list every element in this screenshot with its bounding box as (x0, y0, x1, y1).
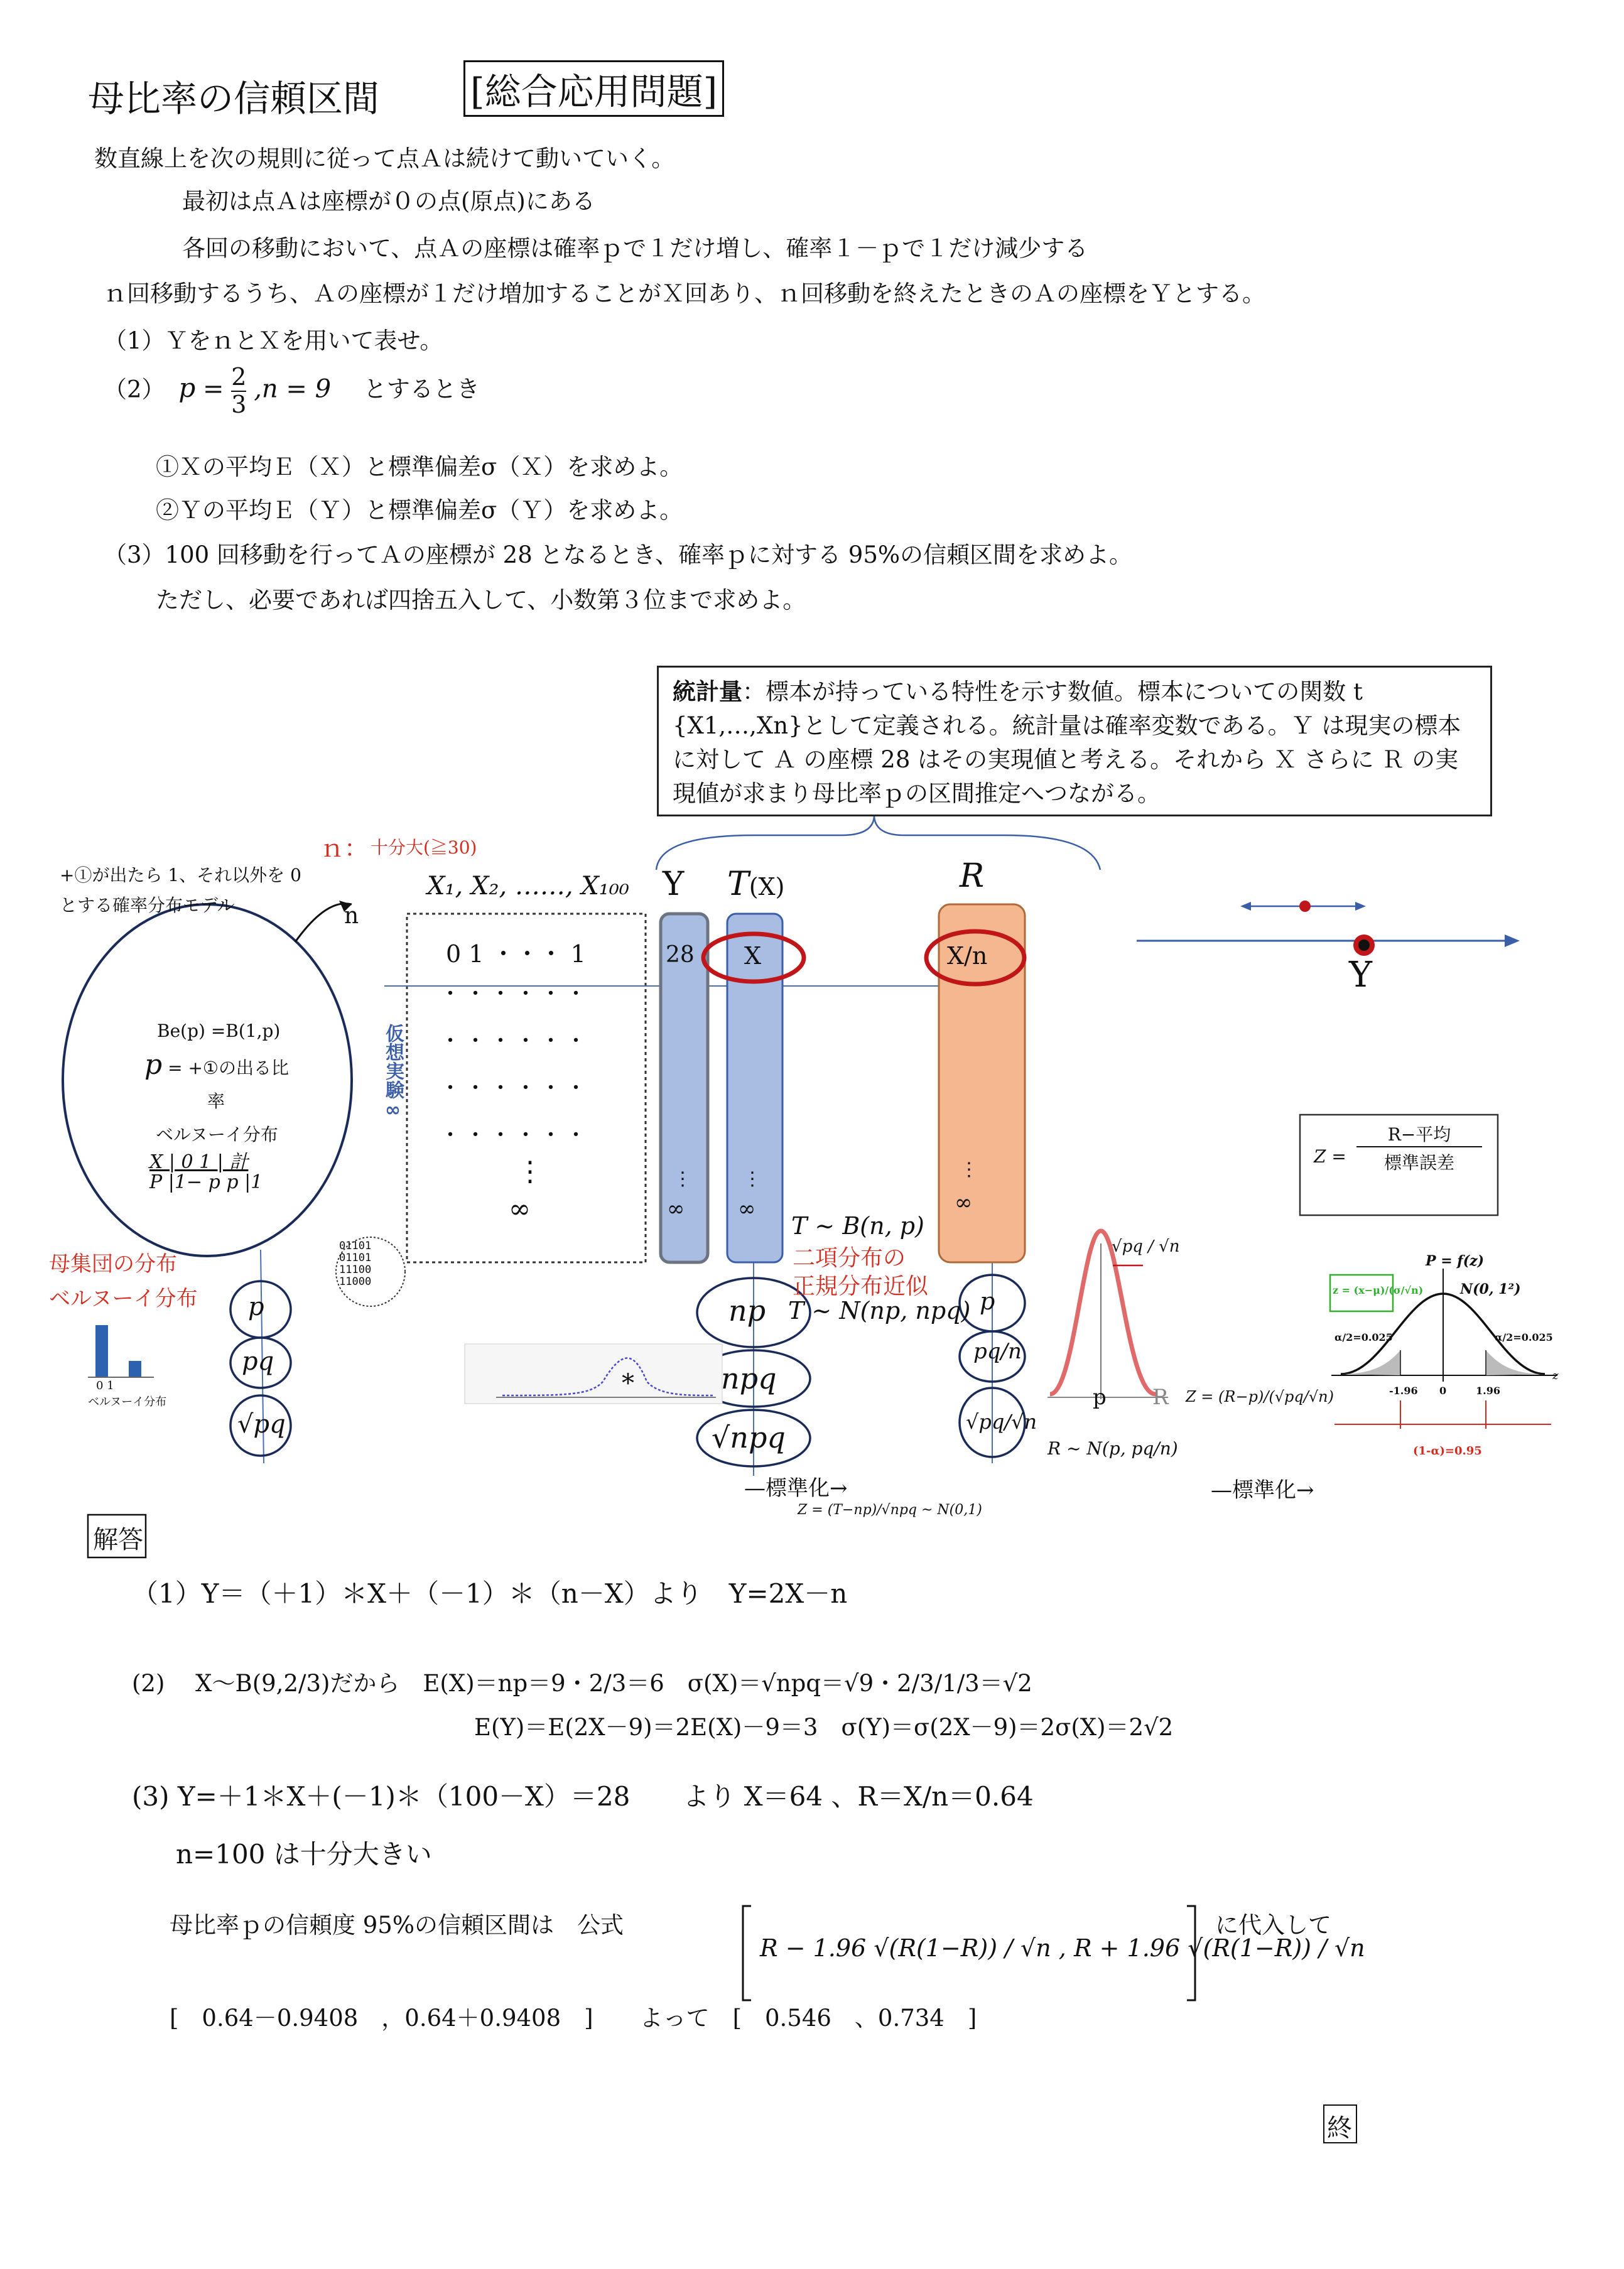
ellipse-ratio: 率 (207, 1091, 225, 1112)
ellipse-p: p (144, 1049, 163, 1081)
brace-line (656, 816, 1100, 870)
binary-disk-text: 01101 01101 11100 11000 (339, 1240, 372, 1288)
column-R-value: X/n (947, 942, 988, 970)
numline-Y: Y (1349, 955, 1372, 995)
column-T-vdots: ⋮ (743, 1168, 762, 1190)
population-label: 母集団の分布 (49, 1252, 177, 1277)
question-3-note: ただし、必要であれば四捨五入して、小数第３位まで求めよ。 (156, 587, 806, 614)
question-1: （1）ＹをｎとＸを用いて表せ。 (104, 327, 443, 354)
model-note-2: とする確率分布モデル (60, 895, 235, 916)
binomial-note-1: 二項分布の (793, 1245, 906, 1271)
sample-row-1: 0 1 ・・・ 1 (446, 940, 586, 968)
bernoulli-bar-0 (95, 1325, 108, 1377)
question-2: （2） p = $\frac{2}{3}$ ,n = 9 とするとき (104, 363, 480, 418)
column-Y-header: Y (663, 865, 685, 903)
col-T: T (727, 865, 749, 903)
column-T-value: X (744, 942, 762, 970)
column-T-header (727, 865, 784, 903)
problem-intro: 数直線上を次の規則に従って点Ａは続けて動いていく。 (94, 145, 675, 172)
binomial-dist: T ~ B(n, p) (791, 1212, 924, 1240)
normal-title: P = f(z) (1426, 1253, 1485, 1269)
sample-dots-2: ・・・・・・ (440, 1029, 590, 1054)
end-mark: 終 (1327, 2114, 1352, 2143)
point-Y (1358, 940, 1370, 951)
answer-3-result: [ 0.64－0.9408 ，0.64＋0.9408 ] よって [ 0.546 、0.734 ] (170, 2005, 977, 2032)
ellipse-table-row: P |1− p p |1 (149, 1171, 263, 1193)
ellipse-bernoulli: Be(p) =B(1,p) (157, 1021, 281, 1041)
curve-label-p: p (1093, 1385, 1107, 1410)
green-z-formula: z = (x−μ)/(σ/√n) (1333, 1284, 1424, 1296)
q2-num: 2 (231, 363, 247, 391)
question-2b: ②Ｙの平均Ｅ（Ｙ）と標準偏差σ（Ｙ）を求めよ。 (156, 497, 683, 524)
r-distribution: R ~ N(p, pq/n) (1047, 1438, 1178, 1459)
bar-ticks: 0 1 (96, 1379, 114, 1392)
answer-3-line-1: (3) Y=＋1＊X＋(－1)＊（100－X）＝28 より X＝64 、R＝X/n＝0.64 (132, 1781, 1034, 1812)
answer-3-line-3: 母比率ｐの信頼度 95%の信頼区間は 公式 (170, 1912, 624, 1939)
q2-prefix: （2） (104, 376, 165, 403)
ellipse-dist-name: ベルヌーイ分布 (156, 1124, 278, 1145)
bar-caption: ベルヌーイ分布 (88, 1395, 167, 1409)
answer-label: 解答 (93, 1525, 143, 1554)
confidence-label: (1-α)=0.95 (1413, 1444, 1482, 1458)
left-stat-p: p (248, 1292, 264, 1321)
normal-N: N(0, 1²) (1460, 1281, 1521, 1297)
sample-vdots: ⋮ (516, 1156, 544, 1188)
point-A-small (1299, 901, 1311, 912)
column-T-inf: ∞ (738, 1196, 756, 1221)
sample-dots-1: ・・・・・・ (440, 982, 590, 1007)
column-Y-vdots: ⋮ (673, 1168, 692, 1190)
model-note-1: +①が出たら 1、それ以外を 0 (60, 865, 301, 885)
virtual-experiment-label: 仮想実験∞ (382, 1024, 404, 1121)
standardize-arrow-1: —標準化→ (744, 1476, 848, 1501)
tick-pos: 1.96 (1476, 1385, 1500, 1397)
answer-3-line-2: n=100 は十分大きい (176, 1839, 432, 1870)
question-3: （3）100 回移動を行ってＡの座標が 28 となるとき、確率ｐに対する 95%の信頼区間を求めよ。 (104, 541, 1133, 568)
column-R-vdots: ⋮ (960, 1159, 978, 1181)
standardize-arrow-2: —標準化→ (1211, 1478, 1314, 1503)
sample-dots-4: ・・・・・・ (440, 1123, 590, 1148)
problem-rule-1: 最初は点Ａは座標が０の点(原点)にある (182, 188, 595, 215)
right-stat-pq-n: pq/n (973, 1339, 1022, 1364)
page-title: 母比率の信頼区間 (88, 77, 380, 120)
bernoulli-bar-1 (129, 1361, 141, 1377)
z-formula-T: Z = (T−np)/√npq ~ N(0,1) (798, 1502, 982, 1518)
problem-setup: ｎ回移動するうち、Ａの座標が１だけ増加することがＸ回あり、ｎ回移動を終えたときのＡの座標をＹとする。 (104, 280, 1265, 307)
binomial-note-2: 正規分布近似 (793, 1274, 929, 1299)
z-box-den: 標準誤差 (1383, 1152, 1454, 1173)
right-stat-p: p (980, 1287, 995, 1315)
answer-1: （1）Y＝（＋1）＊X＋（－1）＊（n－X）より Y=2X－n (132, 1578, 848, 1609)
ci-formula: R − 1.96 √(R(1−R)) / √n , R + 1.96 √(R(1−R)) / √n (760, 1934, 1365, 1962)
ellipse-p-desc: = +①の出る比 (168, 1058, 290, 1078)
tick-neg: -1.96 (1389, 1385, 1418, 1397)
col-T-paren: (X) (749, 873, 785, 901)
tick-z: z (1552, 1369, 1559, 1382)
left-stat-sqrt-pq: √pq (237, 1410, 286, 1439)
mid-stat-sqrt-npq: √npq (712, 1421, 786, 1454)
curve-top-label: √pq / √n (1112, 1237, 1180, 1256)
column-R-header: R (960, 857, 985, 895)
q2-n: ,n = 9 (254, 374, 332, 404)
title-tag: [総合応用問題] (463, 60, 724, 117)
left-stat-pq: pq (242, 1347, 274, 1376)
ellipse-p-line (144, 1049, 289, 1081)
n-label: ｎ： (320, 835, 369, 862)
z-box-lhs: Z = (1314, 1146, 1346, 1167)
chart-star: * (622, 1369, 634, 1398)
q2-suffix: とするとき (363, 376, 480, 403)
problem-rule-2: 各回の移動において、点Ａの座標は確率ｐで１だけ増し、確率１－ｐで１だけ減少する (182, 235, 1088, 262)
sample-inf: ∞ (509, 1193, 531, 1224)
population-dist-label: ベルヌーイ分布 (49, 1286, 198, 1311)
question-2a: ①Ｘの平均Ｅ（Ｘ）と標準偏差σ（Ｘ）を求めよ。 (156, 453, 683, 480)
arrow-n-label: n (344, 903, 359, 929)
mid-stat-npq: npq (721, 1362, 777, 1395)
z-formula-R: Z = (R−p)/(√pq/√n) (1186, 1388, 1334, 1405)
normal-approx: T ~ N(np, npq) (788, 1297, 971, 1324)
n-condition: 十分大(≧30) (371, 837, 477, 858)
sample-dots-3: ・・・・・・ (440, 1076, 590, 1101)
stat-term: 統計量 (673, 678, 742, 705)
alpha-right: α/2=0.025 (1495, 1331, 1553, 1343)
right-stat-se: √pq/√n (966, 1410, 1037, 1434)
sample-header: X₁, X₂, ……, X₁₀₀ (427, 872, 629, 901)
column-Y-inf: ∞ (667, 1196, 685, 1221)
stat-text: ：標本が持っている特性を示す数値。標本についての関数 t {X1,…,Xn}として定義される。統計量は確率変数である。Ｙ は現実の標本に対して Ａ の座標 28 はその実現値と考える。それから Ｘ さらに Ｒ の実現値が求まり母比率ｐの区間推定へつながる。 (673, 678, 1461, 807)
curve-label-R: R (1152, 1385, 1169, 1410)
alpha-left: α/2=0.025 (1334, 1331, 1393, 1343)
ellipse-table-header: X | 0 1 | 計 (149, 1151, 249, 1173)
q2-p: p (178, 372, 196, 404)
tick-zero: 0 (1439, 1385, 1447, 1397)
column-Y-value: 28 (666, 942, 695, 968)
z-box-num: R−平均 (1356, 1121, 1482, 1147)
column-R-inf: ∞ (955, 1190, 973, 1215)
mid-stat-np: np (728, 1294, 766, 1328)
q2-den: 3 (231, 390, 247, 418)
answer-2-line-2: E(Y)＝E(2X－9)＝2E(X)－9＝3 σ(Y)＝σ(2X－9)＝2σ(X)＝2√2 (474, 1714, 1174, 1741)
answer-3-after: に代入して (1215, 1912, 1331, 1939)
answer-2-line-1: (2) X～B(9,2/3)だから E(X)＝np＝9・2/3＝6 σ(X)＝√npq＝√9・2/3/1/3＝√2 (132, 1670, 1032, 1697)
